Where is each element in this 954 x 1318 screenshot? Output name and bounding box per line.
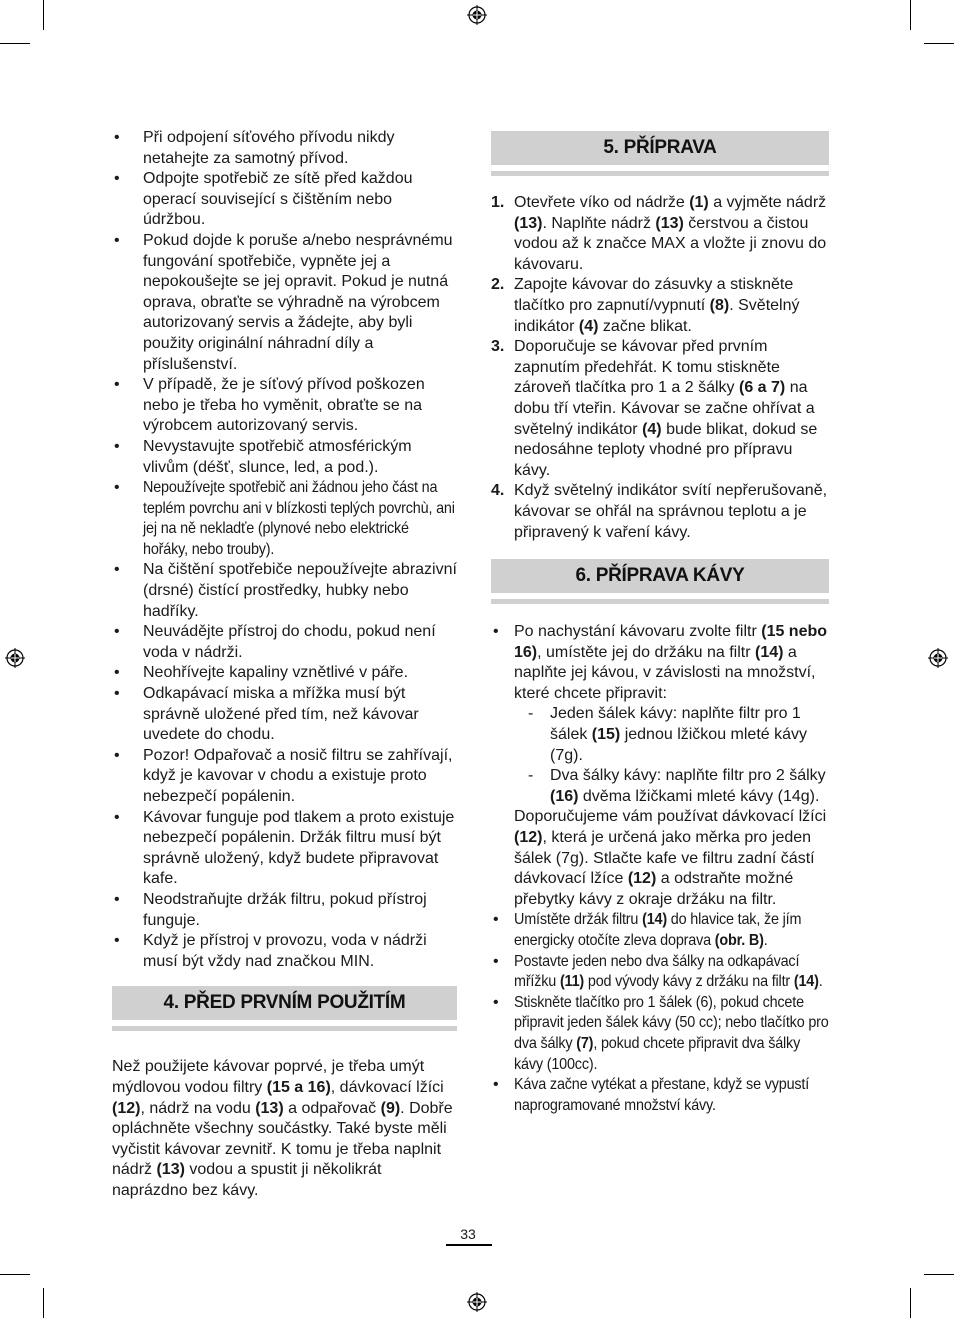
list-item: • Postavte jeden nebo dva šálky na odkapávací mřížku (11) pod vývody kávy z držáku na filtr (14). — [491, 952, 829, 993]
registration-mark-icon — [467, 5, 487, 25]
section-divider — [491, 171, 829, 176]
registration-mark-icon — [467, 1292, 487, 1312]
list-item: • Káva začne vytékat a přestane, když se vypustí naprogramované množství kávy. — [491, 1075, 829, 1116]
crop-mark-top-left-v — [43, 0, 44, 30]
list-item — [112, 478, 457, 560]
list-item: 2. Zapojte kávovar do zásuvky a stiskněte tlačítko pro zapnutí/vypnutí (8). Světelný indikátor (4) začne blikat. — [491, 276, 800, 335]
section-4-paragraph: Než použijete kávovar poprvé, je třeba umýt mýdlovou vodou filtry (15 a 16), dávkovací lžíci (12), nádrž na vodu (13) a odpařovač (9). Dobře opláchněte všechny součástky. Také byste měli vyčistit kávovar zevnitř. K tomu je třeba naplnit nádrž (13) vodou a spustit ji několikrát naprázdno bez kávy. — [112, 1058, 453, 1199]
section-title: 4. PŘED PRVNÍM POUŽITÍM — [112, 986, 457, 1020]
list-item: • Pozor! Odpařovač a nosič filtru se zahřívají, když je kavovar v chodu a existuje proto nebezpečí popálenin. — [112, 746, 457, 808]
section-divider — [491, 599, 829, 604]
section-4-header — [112, 986, 457, 1031]
section-6-header — [491, 559, 829, 604]
crop-mark-top-left-h — [0, 43, 30, 44]
section-5-header — [491, 131, 829, 176]
list-item: 1. Otevřete víko od nádrže (1) a vyjměte nádrž (13). Naplňte nádrž (13) čerstvou a čistou vodou až k značce MAX a vložte ji znovu do kávovaru. — [491, 194, 827, 273]
recommendation-paragraph: Doporučujeme vám používat dávkovací lžíci (12), která je určená jako měrka pro jeden šálek (7g). Stlačte kafe ve filtru zadní částí dávkovací lžíce (12) a odstraňte možné přebytky kávy z okraje držáku na filtr. — [514, 808, 827, 908]
registration-mark-icon — [5, 648, 25, 668]
list-item: • Pokud dojde k poruše a/nebo nesprávnému fungování spotřebiče, vypněte jej a nepokoušejte se jej opravit. Pokud je nutná oprava, obraťte se výhradně na výrobcem autorizovaný servis a žádejte, aby byli použity originální náhradní díly a příslušenství. — [112, 231, 457, 375]
crop-mark-top-right-v — [910, 0, 911, 30]
preparation-steps — [491, 193, 829, 543]
list-item-text: Nepoužívejte spotřebič ani žádnou jeho část na teplém povrchu ani v blízkosti teplých povrchù, ani jej na ně nekladťe (plynové nebo elektrické hořáky, nebo trouby). — [143, 479, 455, 558]
section-title: 5. PŘÍPRAVA — [491, 131, 829, 165]
list-item: • Kávovar funguje pod tlakem a proto existuje nebezpečí popálenin. Držák filtru musí být správně uložený, když budete připravovat kafe. — [112, 808, 457, 890]
registration-mark-icon — [928, 648, 948, 668]
list-item: • Odpojte spotřebič ze sítě před každou operací související s čištěním nebo údržbou. — [112, 169, 457, 231]
list-item: 4. Když světelný indikátor svítí nepřerušovaně, kávovar se ohřál na správnou teplotu a je připravený k vaření kávy. — [491, 482, 828, 541]
coffee-bullet-list — [491, 622, 829, 1116]
section-divider — [112, 1026, 457, 1031]
list-item: - Jeden šálek kávy: naplňte filtr pro 1 šálek (15) jednou lžičkou mleté kávy (7g). — [514, 704, 829, 766]
list-item: • Odkapávací miska a mřížka musí být správně uložené před tím, než kávovar uvedete do chodu. — [112, 684, 457, 746]
list-item: • Při odpojení síťového přívodu nikdy netahejte za samotný přívod. — [112, 128, 457, 169]
list-item: • Na čištění spotřebiče nepoužívejte abrazivní (drsné) čistící prostředky, hubky nebo hadříky. — [112, 560, 457, 622]
crop-mark-top-right-h — [924, 43, 954, 44]
list-item: • Umístěte držák filtru (14) do hlavice tak, že jím energicky otočíte zleva doprava (obr. B). — [491, 910, 829, 951]
page-number-underline — [446, 1244, 492, 1246]
section-title: 6. PŘÍPRAVA KÁVY — [491, 559, 829, 593]
list-item: • Stiskněte tlačítko pro 1 šálek (6), pokud chcete připravit jeden šálek kávy (50 cc); nebo tlačítko pro dva šálky (7), pokud chcete připravit dva šálky kávy (100cc). — [491, 993, 829, 1075]
list-item: - Dva šálky kávy: naplňte filtr pro 2 šálky (16) dvěma lžičkami mleté kávy (14g). — [514, 766, 829, 807]
list-item: • Když je přístroj v provozu, voda v nádrži musí být vždy nad značkou MIN. — [112, 931, 457, 972]
list-item: • V případě, že je síťový přívod poškozen nebo je třeba ho vyměnit, obraťte se na výrobcem autorizovaný servis. — [112, 375, 457, 437]
crop-mark-bottom-left-v — [43, 1288, 44, 1318]
list-item: 3. Doporučuje se kávovar před prvním zapnutím předehřát. K tomu stiskněte zároveň tlačítka pro 1 a 2 šálky (6 a 7) na dobu tří vteřin. Kávovar se začne ohřívat a světelný indikátor (4) bude blikat, dokud se nedosáhne teploty vhodné pro přípravu kávy. — [491, 338, 818, 479]
right-column — [491, 131, 829, 1116]
page-number: 33 — [460, 1226, 476, 1242]
crop-mark-bottom-right-v — [910, 1288, 911, 1318]
safety-bullet-list — [112, 128, 457, 972]
list-item: • Neohřívejte kapaliny vznětlivé v páře. — [112, 663, 457, 684]
left-column — [112, 128, 457, 1202]
crop-mark-bottom-left-h — [0, 1274, 30, 1275]
crop-mark-bottom-right-h — [924, 1274, 954, 1275]
list-item: • Po nachystání kávovaru zvolte filtr (15 nebo 16), umístěte jej do držáku na filtr (14) a naplňte jej kávou, v závislosti na množství, které chcete připravit: - Jeden šálek kávy: naplňte filtr pro 1 šálek (15) jednou lžičkou mleté kávy (7g). - Dva šálky kávy: naplňte filtr pro 2 šálky (16) dvěma lžičkami mleté kávy (14g). Doporučujeme vám používat dávkovací lžíci (12), která je určená jako měrka pro jeden šálek (7g). Stlačte kafe ve filtru zadní částí dávkovací lžíce (12) a odstraňte možné přebytky kávy z okraje držáku na filtr. — [491, 622, 829, 910]
list-item: • Neodstraňujte držák filtru, pokud přístroj funguje. — [112, 890, 457, 931]
list-item: • Nevystavujte spotřebič atmosférickým vlivům (déšť, slunce, led, a pod.). — [112, 437, 457, 478]
list-item: • Neuvádějte přístroj do chodu, pokud není voda v nádrži. — [112, 622, 457, 663]
dose-list — [514, 704, 829, 807]
